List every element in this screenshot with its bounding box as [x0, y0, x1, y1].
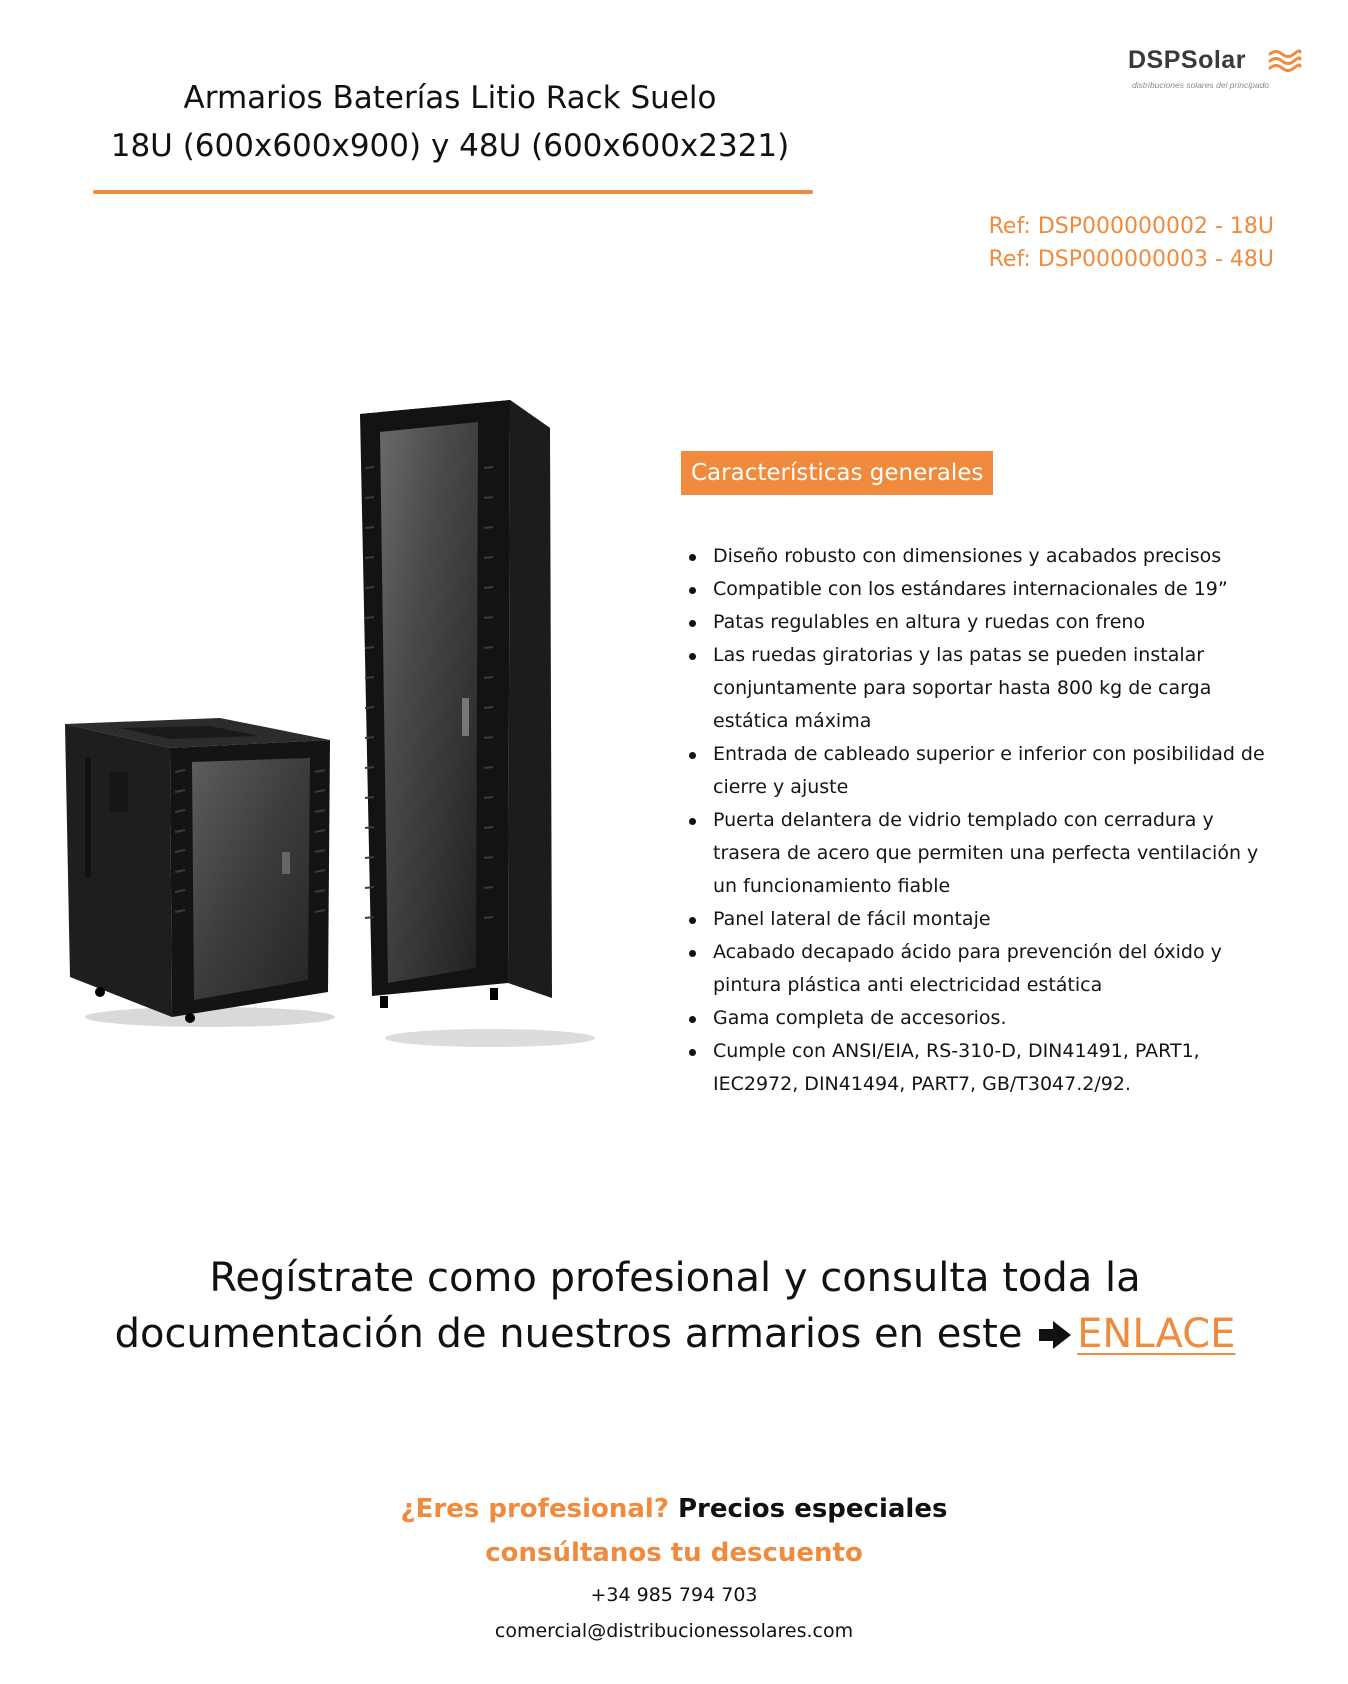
page-title: [90, 74, 810, 170]
cta-line-2: documentación de nuestros armarios en este: [114, 1311, 1023, 1357]
feature-item: Diseño robusto con dimensiones y acabados precisos: [683, 540, 1283, 573]
cta-line-1: Regístrate como profesional y consulta toda la: [209, 1255, 1141, 1301]
features-list: [683, 540, 1283, 1101]
brand-name: DSPSolar: [1128, 46, 1246, 74]
reference-18u: Ref: DSP000000002 - 18U: [988, 214, 1274, 239]
title-line-2: 18U (600x600x900) y 48U (600x600x2321): [110, 128, 790, 164]
feature-item: Cumple con ANSI/EIA, RS-310-D, DIN41491, PART1, IEC2972, DIN41494, PART7, GB/T3047.2/92.: [683, 1035, 1283, 1101]
footer-special-prices: Precios especiales: [677, 1494, 948, 1524]
footer-question: ¿Eres profesional?: [400, 1494, 669, 1524]
product-references: [989, 210, 1274, 276]
brand-logo: [1128, 46, 1308, 96]
contact-footer: [174, 1487, 1174, 1649]
arrow-right-icon: [1037, 1319, 1073, 1351]
cabinet-18u-image: [60, 712, 335, 1032]
title-line-1: Armarios Baterías Litio Rack Suelo: [183, 80, 717, 116]
feature-item: Gama completa de accesorios.: [683, 1002, 1283, 1035]
documentation-link[interactable]: ENLACE: [1077, 1311, 1236, 1357]
feature-item: Entrada de cableado superior e inferior con posibilidad de cierre y ajuste: [683, 738, 1283, 804]
waves-icon: [1268, 48, 1302, 74]
feature-item: Acabado decapado ácido para prevención del óxido y pintura plástica anti electricidad estática: [683, 936, 1283, 1002]
title-underline: [93, 190, 813, 194]
contact-email[interactable]: comercial@distribucionessolares.com: [494, 1620, 854, 1642]
brand-tagline: distribuciones solares del principado: [1132, 80, 1270, 90]
feature-item: Panel lateral de fácil montaje: [683, 903, 1283, 936]
footer-headline: [174, 1487, 1174, 1531]
cabinet-48u-image: [360, 398, 600, 1048]
feature-item: Compatible con los estándares internacionales de 19”: [683, 573, 1283, 606]
reference-48u: Ref: DSP000000003 - 48U: [988, 247, 1274, 272]
features-heading: Características generales: [681, 451, 993, 495]
feature-item: Patas regulables en altura y ruedas con freno: [683, 606, 1283, 639]
feature-item: Las ruedas giratorias y las patas se pueden instalar conjuntamente para soportar hasta 800 kg de carga estática máxima: [683, 639, 1283, 738]
register-cta: [40, 1250, 1310, 1362]
feature-item: Puerta delantera de vidrio templado con cerradura y trasera de acero que permiten una perfecta ventilación y un funcionamiento fiable: [683, 804, 1283, 903]
footer-discount: consúltanos tu descuento: [485, 1538, 863, 1568]
cta-line-2-wrap: [40, 1306, 1310, 1362]
contact-phone[interactable]: +34 985 794 703: [590, 1584, 758, 1606]
